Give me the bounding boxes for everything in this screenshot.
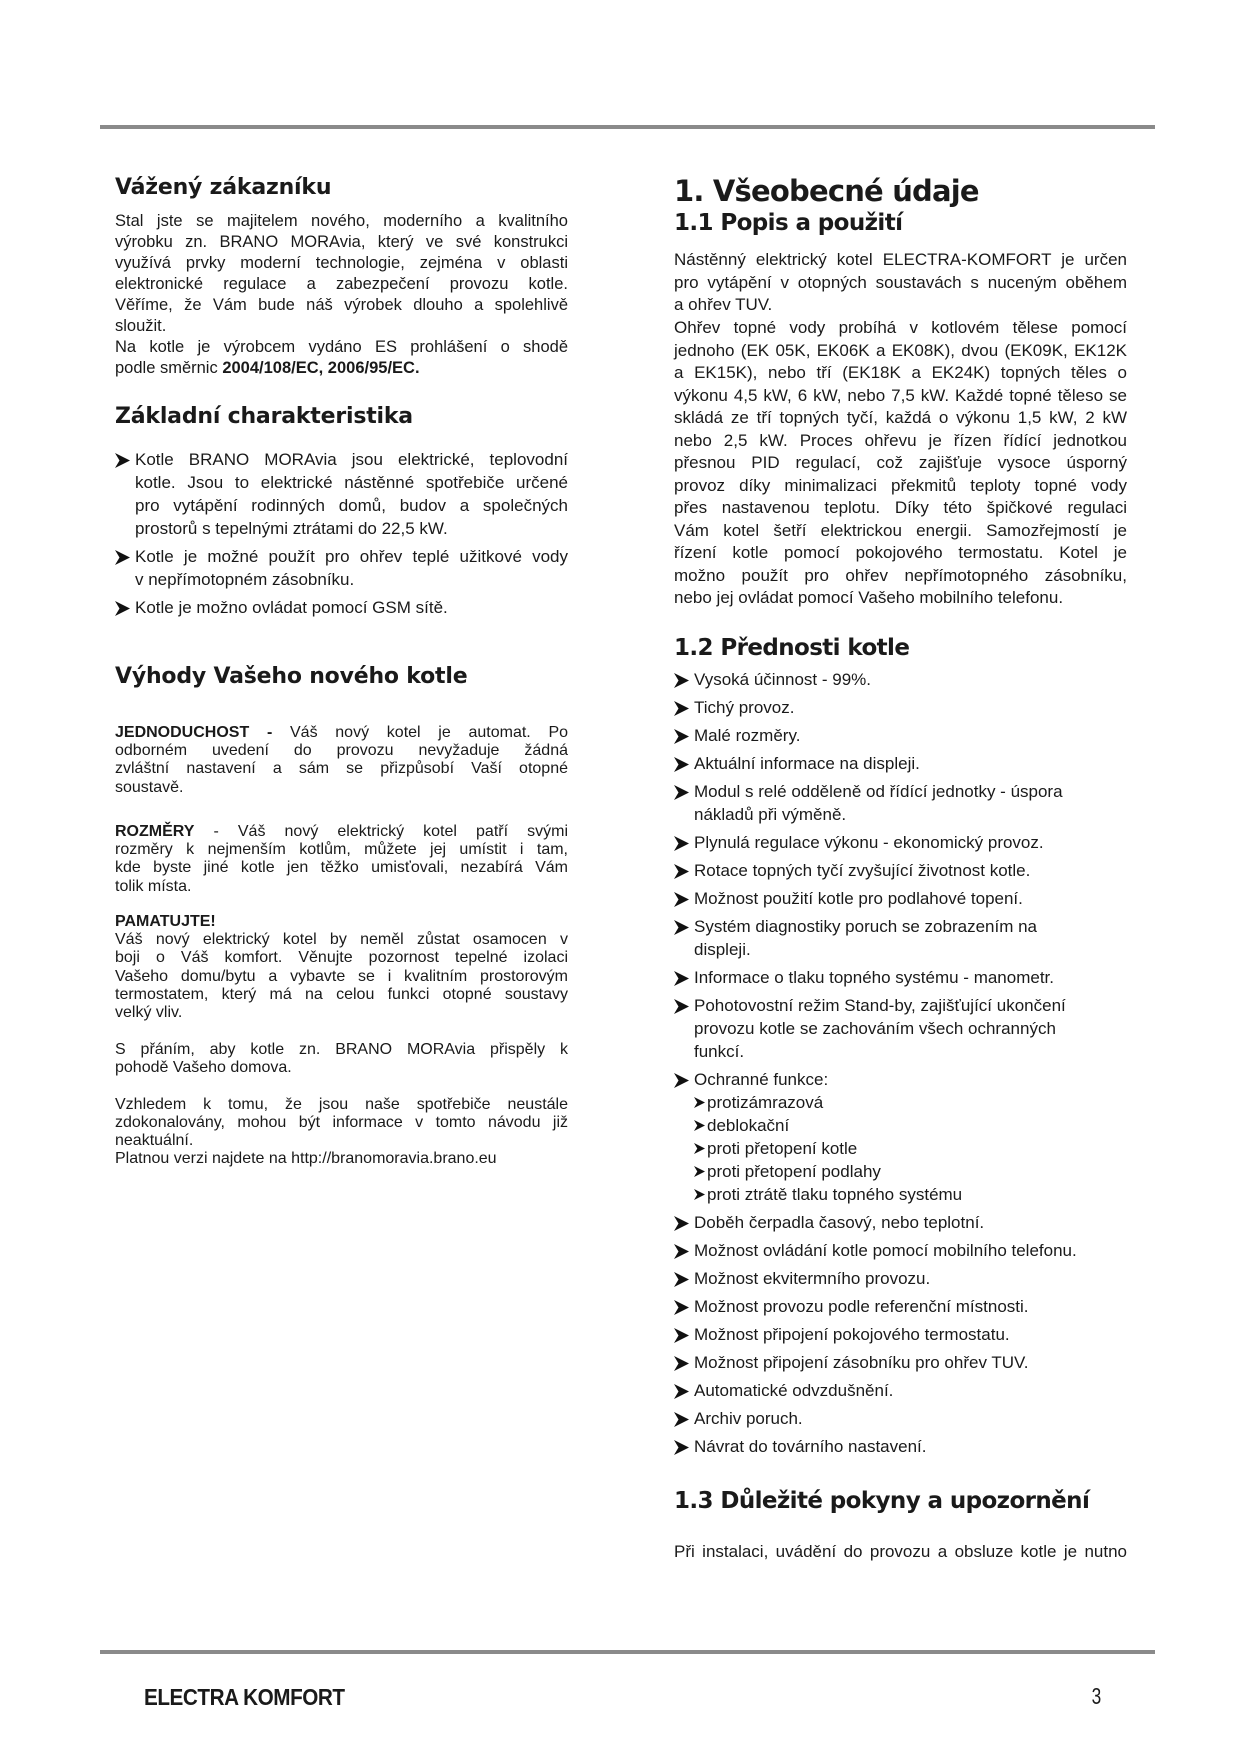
text-line: využívá prvky moderní technologie, zejména v oblasti [115, 254, 568, 272]
description-paragraph-1 [674, 249, 1127, 317]
arrow-bullet-icon [674, 785, 689, 800]
text-line: a ohřev TUV. [674, 295, 773, 314]
text-line: Možnost ekvitermního provozu. [694, 1269, 931, 1288]
text-line: řízení kotle pomocí pokojového termostatu. Kotel je [674, 543, 1127, 562]
text-line: termostatem, který má na celou funkci otopné soustavy [115, 985, 568, 1003]
text-line: výrobku zn. BRANO MORAvia, který ve své konstrukci [115, 233, 568, 251]
text-line: Aktuální informace na displeji. [694, 754, 920, 773]
text-line: Pohotovostní režim Stand-by, zajišťující ukončení [694, 996, 1066, 1015]
arrow-bullet-icon [115, 601, 130, 616]
text-line: Možnost provozu podle referenční místnosti. [694, 1297, 1029, 1316]
text-line: přesnou PID regulací, což zajišťuje vysoce úsporný [674, 453, 1127, 472]
remember-paragraph [115, 913, 568, 1022]
text-line: jednoho (EK 05K, EK06K a EK08K), dvou (EK09K, EK12K [674, 340, 1127, 360]
text-line: Váš nový elektrický kotel by neměl zůstat osamocen v [115, 931, 568, 949]
footer-product-name: ELECTRA KOMFORT [144, 1684, 345, 1710]
text-line: Možnost ovládání kotle pomocí mobilního telefonu. [694, 1241, 1077, 1260]
text-line: displeji. [694, 940, 751, 959]
text-line [115, 823, 568, 841]
arrow-bullet-icon [674, 999, 689, 1014]
text-line: sloužit. [115, 317, 167, 335]
text-line: Stal jste se majitelem nového, moderního a kvalitního [115, 212, 568, 230]
arrow-bullet-icon [674, 1244, 689, 1259]
sub-list-item [694, 1160, 1127, 1183]
arrow-bullet-icon [674, 892, 689, 907]
text-run: podle směrnic [115, 359, 223, 377]
text-line: odborném uvedení do provozu nevyžaduje žádná [115, 742, 568, 760]
features-heading: 1.2 Přednosti kotle [674, 635, 910, 661]
wish-paragraph [115, 1041, 568, 1077]
text-line: Možnost připojení pokojového termostatu. [694, 1325, 1010, 1344]
list-item [674, 1407, 1127, 1430]
arrow-bullet-icon [694, 1143, 705, 1154]
bold-text-run: ROZMĚRY [115, 823, 195, 840]
description-paragraph-2 [674, 317, 1127, 610]
text-line: Tichý provoz. [694, 698, 795, 717]
arrow-bullet-icon [674, 1073, 689, 1088]
website-paragraph [115, 1150, 568, 1168]
text-line: rozměry k nejmenším kotlům, můžete jej umístit i tam, [115, 841, 568, 859]
text-line: Systém diagnostiky poruch se zobrazením na [694, 917, 1038, 936]
section-heading: 1. Všeobecné údaje [674, 174, 979, 208]
text-line: Vám kotel šetří elektrickou energii. Samozřejmostí je [674, 520, 1127, 540]
text-line: nebo jej ovládat pomocí Vašeho mobilního telefonu. [674, 588, 1064, 607]
arrow-bullet-icon [674, 1328, 689, 1343]
text-line: zvláštní nastavení a sám se přizpůsobí Vaší otopné [115, 760, 568, 778]
text-line: Věříme, že Vám bude náš výrobek dlouho a spolehlivě [115, 296, 568, 314]
text-line: Vzhledem k tomu, že jsou naše spotřebiče neustále [115, 1096, 568, 1113]
text-line: Rotace topných tyčí zvyšující životnost kotle. [694, 861, 1031, 880]
text-line: Možnost použití kotle pro podlahové topení. [694, 889, 1023, 908]
arrow-bullet-icon [674, 836, 689, 851]
characteristics-heading: Základní charakteristika [115, 404, 413, 429]
warnings-heading: 1.3 Důležité pokyny a upozornění [674, 1488, 1090, 1514]
text-line: Při instalaci, uvádění do provozu a obsluze kotle je nutno [674, 1542, 1127, 1561]
arrow-bullet-icon [694, 1097, 705, 1108]
advantages-heading: Výhody Vašeho nového kotle [115, 664, 468, 689]
list-item [674, 724, 1127, 747]
text-line: provoz díky minimalizaci překmitů teploty topné vody [674, 475, 1127, 495]
list-item [115, 596, 568, 619]
sub-list-item [694, 1114, 1127, 1137]
list-item [674, 1267, 1127, 1290]
text-line: Ohřev topné vody probíhá v kotlovém tělese pomocí [674, 318, 1127, 337]
bold-text-run: JEDNODUCHOST - [115, 724, 290, 741]
arrow-bullet-icon [674, 1300, 689, 1315]
text-line: Kotle je možné použít pro ohřev teplé užitkové vody [135, 547, 568, 566]
text-line: kotle. Jsou to elektrické nástěnné spotřebiče určené [135, 473, 568, 492]
text-line: nákladů při výměně. [694, 805, 847, 824]
text-line: proti ztrátě tlaku topného systému [707, 1185, 963, 1204]
text-line: Kotle je možno ovládat pomocí GSM sítě. [135, 598, 448, 617]
arrow-bullet-icon [115, 453, 130, 468]
page-number: 3 [1091, 1683, 1102, 1709]
dimensions-paragraph [115, 823, 568, 896]
text-line: zdokonalovány, mohou být informace v tomto návodu již [115, 1114, 568, 1132]
text-line: v nepřímotopném zásobníku. [135, 570, 355, 589]
text-line: a EK15K), nebo tří (EK18K a EK24K) topných těles o [674, 363, 1127, 382]
header-rule [100, 125, 1155, 129]
list-item [674, 859, 1127, 882]
sub-list-item [694, 1091, 1127, 1114]
text-line: skládá ze tří topných tyčí, každá o výkonu 1,5 kW, 2 kW [674, 408, 1127, 427]
text-line: výkonu 4,5 kW, 6 kW, nebo 7,5 kW. Každé topné těleso se [674, 385, 1127, 405]
list-item [115, 545, 568, 591]
text-line: Malé rozměry. [694, 726, 801, 745]
text-line: Platnou verzi najdete na http://branomoravia.brano.eu [115, 1150, 497, 1167]
warnings-text [674, 1541, 1127, 1564]
list-item [674, 1351, 1127, 1374]
text-line: nebo 2,5 kW. Proces ohřevu je řízen řídící jednotkou [674, 430, 1127, 450]
arrow-bullet-icon [674, 757, 689, 772]
text-line: elektronické regulace a zabezpečení provozu kotle. [115, 275, 568, 293]
text-line: proti přetopení kotle [707, 1139, 858, 1158]
text-line: Plynulá regulace výkonu - ekonomický provoz. [694, 833, 1044, 852]
text-line: neaktuální. [115, 1132, 194, 1150]
bold-text-run: PAMATUJTE! [115, 913, 216, 930]
arrow-bullet-icon [674, 920, 689, 935]
arrow-bullet-icon [674, 729, 689, 744]
text-line: možno použít pro ohřev nepřímotopného zásobníku, [674, 565, 1127, 585]
list-item [674, 1323, 1127, 1346]
text-line: prostorů s tepelnými ztrátami do 22,5 kW. [135, 519, 448, 538]
text-line: přes nastavenou teplotu. Díky této špičkové regulaci [674, 498, 1127, 517]
greeting-heading: Vážený zákazníku [115, 175, 332, 200]
text-run: - Váš nový elektrický kotel patří svými [194, 823, 568, 840]
list-item [674, 994, 1127, 1063]
text-line: velký vliv. [115, 1004, 183, 1022]
arrow-bullet-icon [694, 1166, 705, 1177]
text-line: Doběh čerpadla časový, nebo teplotní. [694, 1213, 985, 1232]
list-item [674, 1068, 1127, 1206]
list-item [674, 1295, 1127, 1318]
text-line: pohodě Vašeho domova. [115, 1059, 292, 1077]
text-line: deblokační [707, 1116, 790, 1135]
characteristics-list [115, 448, 568, 624]
features-list [674, 668, 1127, 1463]
text-line: pro vytápění v otopných soustavách s nuceným oběhem [674, 272, 1127, 292]
text-line: Vysoká účinnost - 99%. [694, 670, 872, 689]
arrow-bullet-icon [115, 550, 130, 565]
text-line: funkcí. [694, 1042, 745, 1061]
list-item [674, 752, 1127, 775]
list-item [674, 696, 1127, 719]
text-line: Ochranné funkce: [694, 1070, 829, 1089]
arrow-bullet-icon [674, 1384, 689, 1399]
list-item [674, 668, 1127, 691]
arrow-bullet-icon [674, 1356, 689, 1371]
arrow-bullet-icon [694, 1120, 705, 1131]
text-line [115, 913, 568, 931]
arrow-bullet-icon [674, 864, 689, 879]
simplicity-paragraph [115, 724, 568, 797]
arrow-bullet-icon [694, 1189, 705, 1200]
list-item [674, 1435, 1127, 1458]
text-line: Modul s relé odděleně od řídící jednotky - úspora [694, 782, 1063, 801]
text-line: tolik místa. [115, 877, 192, 895]
list-item [674, 780, 1127, 826]
list-item [674, 1239, 1127, 1262]
arrow-bullet-icon [674, 701, 689, 716]
text-line: proti přetopení podlahy [707, 1162, 881, 1181]
text-line: Informace o tlaku topného systému - manometr. [694, 968, 1055, 987]
text-line: Kotle BRANO MORAvia jsou elektrické, teplovodní [135, 450, 568, 469]
text-line: pro vytápění rodinných domů, budov a společných [135, 496, 568, 515]
list-item [674, 887, 1127, 910]
arrow-bullet-icon [674, 673, 689, 688]
arrow-bullet-icon [674, 971, 689, 986]
text-line: S přáním, aby kotle zn. BRANO MORAvia přispěly k [115, 1041, 568, 1058]
list-item [674, 915, 1127, 961]
footer-rule [100, 1650, 1155, 1654]
arrow-bullet-icon [674, 1216, 689, 1231]
text-line: provozu kotle se zachováním všech ochranných [694, 1019, 1056, 1038]
list-item [674, 1211, 1127, 1234]
arrow-bullet-icon [674, 1272, 689, 1287]
text-line: Na kotle je výrobcem vydáno ES prohlášení o shodě [115, 338, 568, 356]
arrow-bullet-icon [674, 1440, 689, 1455]
text-line: Nástěnný elektrický kotel ELECTRA-KOMFORT je určen [674, 250, 1127, 269]
text-line [115, 724, 568, 742]
sub-list-item [694, 1137, 1127, 1160]
text-line: Možnost připojení zásobníku pro ohřev TUV. [694, 1353, 1029, 1372]
text-line: soustavě. [115, 778, 184, 796]
list-item [674, 831, 1127, 854]
text-line [115, 358, 568, 379]
intro-paragraph [115, 211, 568, 337]
text-line: Vašeho domu/bytu a vybavte se i kvalitním prostorovým [115, 967, 568, 985]
sub-list-item [694, 1183, 1127, 1206]
arrow-bullet-icon [674, 1412, 689, 1427]
notice-paragraph [115, 1096, 568, 1151]
list-item [674, 1379, 1127, 1402]
text-line: kde byste jiné kotle jen těžko umisťovali, nezabírá Vám [115, 859, 568, 877]
conformity-paragraph [115, 337, 568, 379]
list-item [674, 966, 1127, 989]
text-line: protizámrazová [707, 1093, 824, 1112]
text-line: Návrat do továrního nastavení. [694, 1437, 927, 1456]
text-run: Váš nový kotel je automat. Po [290, 724, 569, 741]
list-item [115, 448, 568, 540]
bold-text-run: 2004/108/EC, 2006/95/EC. [222, 359, 420, 377]
text-line: Archiv poruch. [694, 1409, 803, 1428]
description-heading: 1.1 Popis a použití [674, 210, 903, 236]
text-line: Automatické odvzdušnění. [694, 1381, 894, 1400]
text-line: boji o Váš komfort. Věnujte pozornost tepelné izolaci [115, 949, 568, 967]
